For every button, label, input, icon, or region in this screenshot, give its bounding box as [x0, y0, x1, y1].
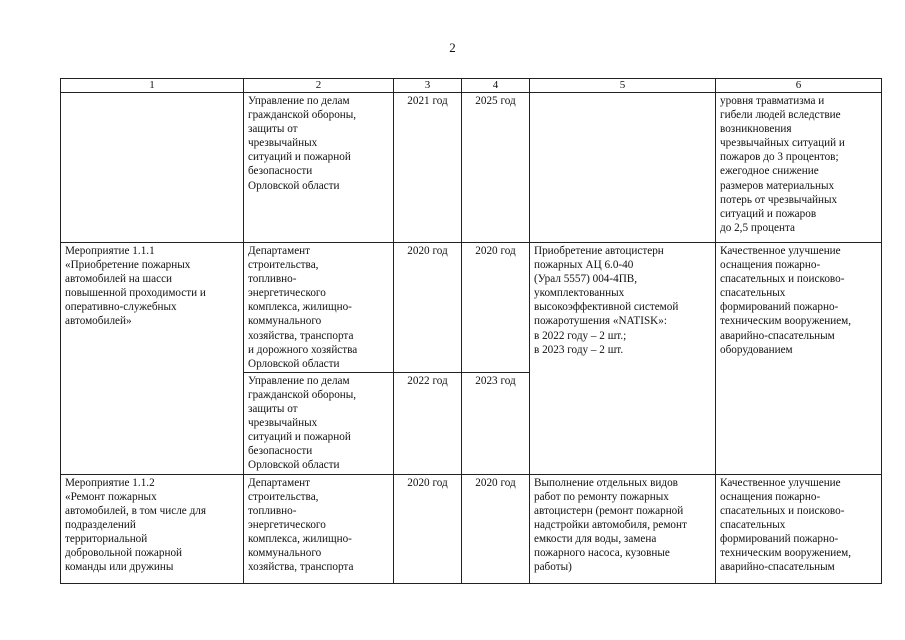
column-header-1: 1	[61, 79, 244, 93]
end-year-cell: 2023 год	[462, 372, 530, 474]
result-cell: уровня травматизма и гибели людей вследствие возникновения чрезвычайных ситуаций и пожаров до 3 процентов; ежегодное снижение размеров материальных потерь от чрезвычайных ситуаций и пожаров до 2,5 процента	[716, 93, 882, 243]
column-header-6: 6	[716, 79, 882, 93]
result-cell: Качественное улучшение оснащения пожарно- спасательных и поисково- спасательных формирований пожарно- техническим вооружением, аварийно-спасательным	[716, 474, 882, 583]
executor-cell: Управление по делам гражданской обороны, защиты от чрезвычайных ситуаций и пожарной безопасности Орловской области	[244, 93, 394, 243]
table-row	[61, 243, 882, 373]
measure-cell: Мероприятие 1.1.1 «Приобретение пожарных автомобилей на шасси повышенной проходимости и оперативно-служебных автомобилей»	[61, 243, 244, 475]
column-header-4: 4	[462, 79, 530, 93]
description-cell: Приобретение автоцистерн пожарных АЦ 6.0-40 (Урал 5557) 004-4ПВ, укомплектованных высокоэффективной системой пожаротушения «NATISK»: в 2022 году – 2 шт.; в 2023 году – 2 шт.	[530, 243, 716, 475]
column-header-2: 2	[244, 79, 394, 93]
start-year-cell: 2020 год	[394, 474, 462, 583]
result-cell: Качественное улучшение оснащения пожарно- спасательных и поисково- спасательных формирований пожарно- техническим вооружением, аварийно-спасательным оборудованием	[716, 243, 882, 475]
start-year-cell: 2022 год	[394, 372, 462, 474]
start-year-cell: 2021 год	[394, 93, 462, 243]
table-row	[61, 93, 882, 243]
column-header-3: 3	[394, 79, 462, 93]
end-year-cell: 2020 год	[462, 243, 530, 373]
executor-cell: Управление по делам гражданской обороны, защиты от чрезвычайных ситуаций и пожарной безопасности Орловской области	[244, 372, 394, 474]
end-year-cell: 2025 год	[462, 93, 530, 243]
start-year-cell: 2020 год	[394, 243, 462, 373]
measures-table	[60, 78, 882, 584]
measure-cell	[61, 93, 244, 243]
column-header-5: 5	[530, 79, 716, 93]
end-year-cell: 2020 год	[462, 474, 530, 583]
table-row	[61, 474, 882, 583]
executor-cell: Департамент строительства, топливно- энергетического комплекса, жилищно- коммунального хозяйства, транспорта и дорожного хозяйства Орловской области	[244, 243, 394, 373]
measure-cell: Мероприятие 1.1.2 «Ремонт пожарных автомобилей, в том числе для подразделений территориальной добровольной пожарной команды или дружины	[61, 474, 244, 583]
description-cell: Выполнение отдельных видов работ по ремонту пожарных автоцистерн (ремонт пожарной надстройки автомобиля, ремонт емкости для воды, замена пожарного насоса, кузовные работы)	[530, 474, 716, 583]
page-number: 2	[449, 40, 456, 55]
table-header-row	[61, 79, 882, 93]
executor-cell: Департамент строительства, топливно- энергетического комплекса, жилищно- коммунального хозяйства, транспорта	[244, 474, 394, 583]
description-cell	[530, 93, 716, 243]
